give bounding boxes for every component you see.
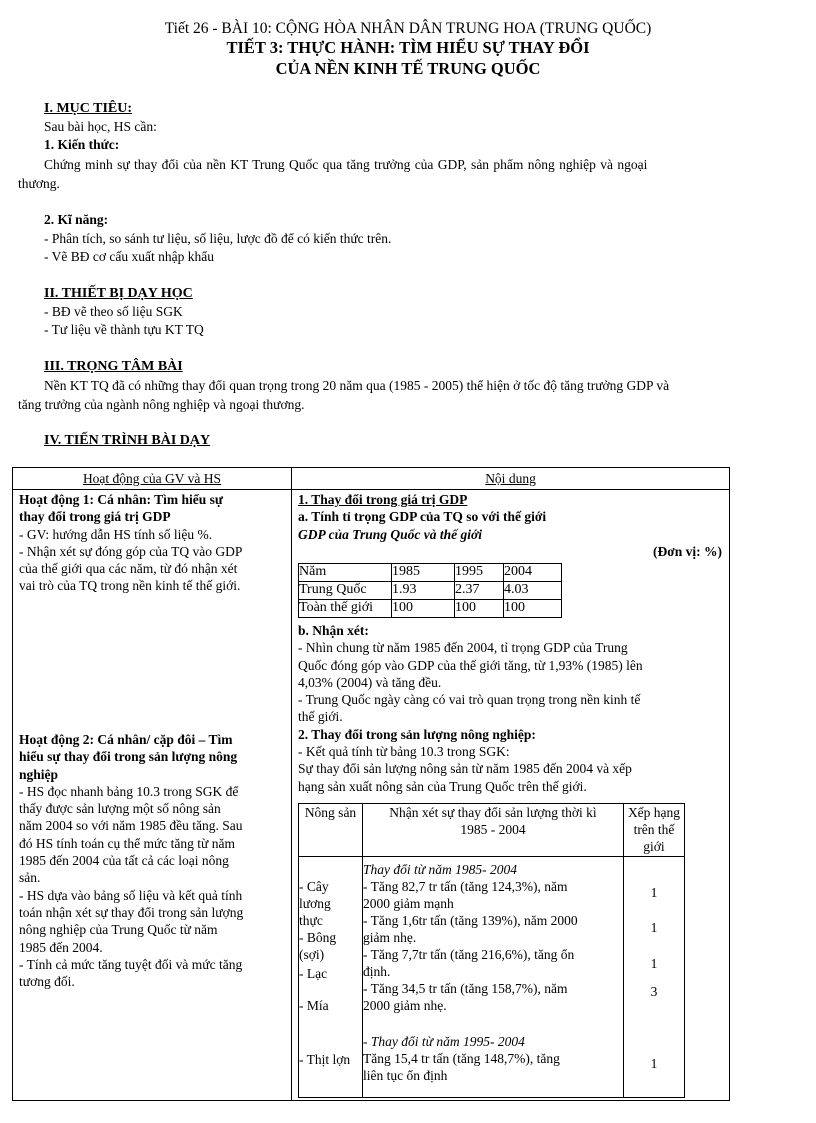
nx-line: - Nhìn chung từ năm 1985 đến 2004, tỉ trọng GDP của Trung xyxy=(298,640,628,656)
trong-tam-line-2: tăng trưởng của ngành nông nghiệp và ngoại thương. xyxy=(18,397,305,412)
hd1-line: - Nhận xét sự đóng góp của TQ vào GDP xyxy=(19,543,243,559)
ag-name: - Bông xyxy=(299,930,337,945)
section-trong-tam-heading: III. TRỌNG TÂM BÀI xyxy=(44,359,183,374)
hd2-title-2: hiểu sự thay đổi trong sản lượng nông xyxy=(19,749,238,765)
right-column xyxy=(292,490,729,560)
ki-nang-heading: 2. Kĩ năng: xyxy=(44,212,109,227)
gdp-table-unit: (Đơn vị: %) xyxy=(653,543,722,559)
hd2-line: - Tính cả mức tăng tuyệt đối và mức tăng xyxy=(19,956,243,972)
ag-name: - Thịt lợn xyxy=(299,1052,351,1067)
s1b-title: b. Nhận xét: xyxy=(298,623,369,638)
ki-nang-item-2: - Vẽ BĐ cơ cấu xuất nhập khẩu xyxy=(44,249,214,264)
s2-line: - Kết quả tính từ bảng 10.3 trong SGK: xyxy=(298,744,510,760)
left-column-hd2 xyxy=(13,730,294,990)
ag-rank: 3 xyxy=(650,984,658,999)
ag-name: - Lạc xyxy=(299,966,328,981)
col-header-content: Nội dung xyxy=(485,471,536,486)
hd2-line: 1985 đến 2004 của tất cả các loại nông xyxy=(19,853,229,869)
hd2-line: - HS đọc nhanh bảng 10.3 trong SGK để xyxy=(19,783,239,799)
header-line-3: CỦA NỀN KINH TẾ TRUNG QUỐC xyxy=(275,59,541,78)
section-thiet-bi-heading: II. THIẾT BỊ DẠY HỌC xyxy=(44,286,193,301)
ag-table-header-row xyxy=(299,804,685,857)
gdp-table-row xyxy=(299,600,562,618)
ag-desc: liên tục ổn định xyxy=(363,1068,448,1083)
ag-rank: 1 xyxy=(650,1056,658,1071)
hd1-line: của thế giới qua các năm, từ đó nhận xét xyxy=(19,561,238,577)
kien-thuc-heading: 1. Kiến thức: xyxy=(44,137,120,152)
hd2-title-1: Hoạt động 2: Cá nhân/ cặp đôi – Tìm xyxy=(19,732,233,747)
muc-tieu-intro: Sau bài học, HS cần: xyxy=(44,119,157,134)
s2-line: Sự thay đổi sản lượng nông sản từ năm 1985 đến 2004 và xếp xyxy=(298,761,632,777)
hd1-title-1: Hoạt động 1: Cá nhân: Tìm hiểu sự xyxy=(19,492,224,507)
ag-header-xep-hang-line: Xếp hạng xyxy=(627,805,681,820)
gdp-table-row xyxy=(299,582,562,600)
gdp-cell: Toàn thế giới xyxy=(299,600,392,618)
left-column xyxy=(13,490,294,595)
ag-desc: 2000 giảm nhẹ. xyxy=(363,998,447,1013)
ag-header-xep-hang-line: giới xyxy=(643,839,665,854)
gdp-header-cell: 1995 xyxy=(455,564,504,582)
ag-period-1: Thay đổi từ năm 1985- 2004 xyxy=(363,862,517,877)
ag-table xyxy=(298,803,685,1098)
gdp-cell: 100 xyxy=(504,600,562,618)
hd2-line: nông nghiệp của Trung Quốc từ năm xyxy=(19,922,218,938)
ag-desc: - Tăng 34,5 tr tấn (tăng 158,7%), năm xyxy=(363,981,568,996)
gdp-table-header-row xyxy=(299,564,562,582)
ag-name: (sợi) xyxy=(299,947,325,962)
ag-header-nhan-xet-line: Nhận xét sự thay đổi sản lượng thời kì xyxy=(389,805,597,820)
right-column-nhan-xet xyxy=(292,621,729,795)
hd2-line: sản. xyxy=(19,870,41,886)
ag-col-rank xyxy=(624,857,685,1098)
s1a-title: a. Tính tỉ trọng GDP của TQ so với thế giới xyxy=(298,509,547,525)
ag-rank: 1 xyxy=(650,885,658,900)
hd1-title-2: thay đổi trong giá trị GDP xyxy=(19,509,171,525)
ag-name: - Mía xyxy=(299,998,329,1013)
hd1-line: vai trò của TQ trong nền kinh tế thế giới. xyxy=(19,578,241,594)
ag-rank: 1 xyxy=(650,956,658,971)
main-table xyxy=(12,467,730,1101)
gdp-cell: 100 xyxy=(392,600,455,618)
s2-line: hạng sản xuất nông sản của Trung Quốc trên thế giới. xyxy=(298,778,587,794)
ag-desc: - Tăng 82,7 tr tấn (tăng 124,3%), năm xyxy=(363,879,568,894)
hd1-line: - GV: hướng dẫn HS tính số liệu %. xyxy=(19,526,213,542)
ag-desc: giảm nhẹ. xyxy=(363,930,417,945)
ag-desc: Tăng 15,4 tr tấn (tăng 148,7%), tăng xyxy=(363,1051,560,1066)
thiet-bi-item-2: - Tư liệu về thành tựu KT TQ xyxy=(44,322,204,337)
gdp-cell: 4.03 xyxy=(504,582,562,600)
ag-header-nhan-xet-line: 1985 - 2004 xyxy=(460,822,526,837)
ag-desc: định. xyxy=(363,964,391,979)
ag-name: - Cây xyxy=(299,879,329,894)
thiet-bi-item-1: - BĐ vẽ theo số liệu SGK xyxy=(44,304,183,319)
section-muc-tieu-heading: I. MỤC TIÊU: xyxy=(44,101,133,116)
ag-name: lương xyxy=(299,896,331,911)
hd2-line: 1985 đến 2004. xyxy=(19,939,103,955)
header-line-1: Tiết 26 - BÀI 10: CỘNG HÒA NHÂN DÂN TRUNG HOA (TRUNG QUỐC) xyxy=(164,20,652,37)
nx-line: 4,03% (2004) và tăng đều. xyxy=(298,674,442,690)
ag-rank: 1 xyxy=(650,920,658,935)
gdp-cell: 100 xyxy=(455,600,504,618)
gdp-table xyxy=(298,563,562,618)
ag-table-body xyxy=(299,857,685,1098)
nx-line: - Trung Quốc ngày càng có vai trò quan trọng trong nền kinh tế xyxy=(298,692,641,708)
hd2-line: - HS dựa vào bảng số liệu và kết quả tính xyxy=(19,887,243,903)
ag-col-names xyxy=(299,857,363,1098)
ag-header-xep-hang xyxy=(624,804,685,857)
trong-tam-line-1: Nền KT TQ đã có những thay đổi quan trọng trong 20 năm qua (1985 - 2005) thể hiện ở tốc độ tăng trưởng GDP và xyxy=(44,378,670,393)
col-header-activities: Hoạt động của GV và HS xyxy=(82,471,222,486)
hd2-title-3: nghiệp xyxy=(19,766,59,782)
gdp-header-cell: 2004 xyxy=(504,564,562,582)
gdp-cell: 2.37 xyxy=(455,582,504,600)
kien-thuc-line-2: thương. xyxy=(18,176,60,191)
gdp-cell: Trung Quốc xyxy=(299,582,392,600)
ag-header-nong-san: Nông sản xyxy=(299,804,363,857)
gdp-table-caption: GDP của Trung Quốc và thế giới xyxy=(298,526,482,542)
hd2-line: toán nhận xét sự thay đổi trong sản lượng xyxy=(19,904,244,920)
s1-title: 1. Thay đổi trong giá trị GDP xyxy=(298,492,468,507)
ag-header-xep-hang-line: trên thế xyxy=(633,822,675,837)
hd2-line: tương đối. xyxy=(19,974,75,990)
nx-line: thế giới. xyxy=(298,709,343,725)
ag-desc: - Tăng 1,6tr tấn (tăng 139%), năm 2000 xyxy=(363,913,578,928)
header-line-2: TIẾT 3: THỰC HÀNH: TÌM HIỂU SỰ THAY ĐỔI xyxy=(226,38,590,57)
ag-desc: 2000 giảm mạnh xyxy=(363,896,454,911)
hd2-line: năm 2004 so với năm 1985 đều tăng. Sau xyxy=(19,818,243,834)
s2-title: 2. Thay đổi trong sản lượng nông nghiệp: xyxy=(298,726,536,742)
ag-header-nhan-xet xyxy=(363,804,624,857)
ag-period-2: - Thay đổi từ năm 1995- 2004 xyxy=(363,1034,525,1049)
ag-col-desc xyxy=(363,857,624,1098)
gdp-cell: 1.93 xyxy=(392,582,455,600)
kien-thuc-line-1: Chứng minh sự thay đổi của nền KT Trung Quốc qua tăng trưởng của GDP, sản phẩm nông nghiệp và ngoại xyxy=(44,157,648,172)
hd2-line: đó HS tính toán cụ thể mức tăng từ năm xyxy=(19,835,235,851)
section-tien-trinh-heading: IV. TIẾN TRÌNH BÀI DẠY xyxy=(44,433,211,448)
ag-name: thực xyxy=(299,913,323,928)
nx-line: Quốc đóng góp vào GDP của thế giới tăng, từ 1,93% (1985) lên xyxy=(298,657,643,673)
ki-nang-item-1: - Phân tích, so sánh tư liệu, số liệu, lược đồ để có kiến thức trên. xyxy=(44,231,392,246)
gdp-header-cell: 1985 xyxy=(392,564,455,582)
hd2-line: thấy được sản lượng một số nông sản xyxy=(19,801,221,817)
ag-desc: - Tăng 7,7tr tấn (tăng 216,6%), tăng ổn xyxy=(363,947,575,962)
gdp-header-cell: Năm xyxy=(299,564,392,582)
